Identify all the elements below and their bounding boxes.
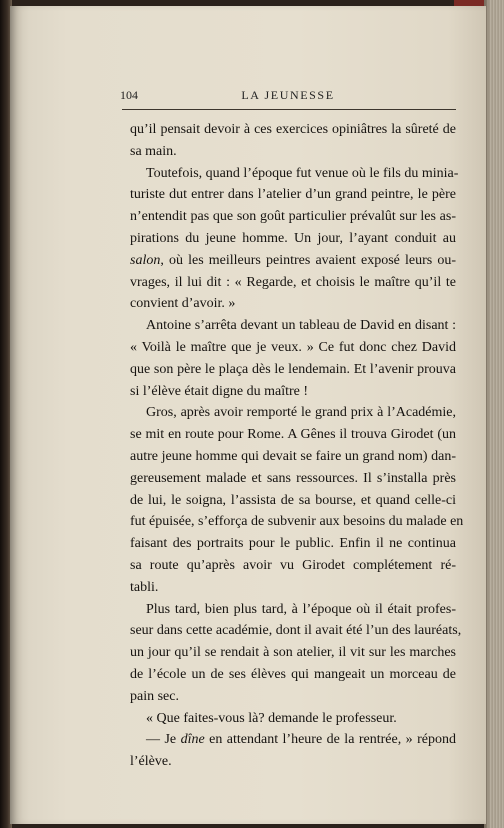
text-line: pain sec. (130, 688, 179, 704)
page-number: 104 (120, 88, 138, 102)
text-line: se mit en route pour Rome. A Gênes il trouva Girodet (un (130, 427, 456, 443)
text-line: de l’école un de ses élèves qui mangeait un morceau de (130, 666, 456, 682)
text-line: vrages, il lui dit : « Regarde, et choisis le maître qu’il te (130, 274, 456, 290)
text-line: Plus tard, bien plus tard, à l’époque où il était profes- (146, 601, 456, 617)
text-line: que son père le plaça dès le lendemain. Et l’avenir prouva (130, 361, 456, 377)
text-line: Antoine s’arrêta devant un tableau de David en disant : (146, 318, 456, 334)
text-line: de lui, le soigna, l’assista de sa bourse, et quand celle-ci (130, 492, 456, 508)
text-line: qu’il pensait devoir à ces exercices opiniâtres la sûreté de (130, 122, 456, 137)
page-edges (484, 0, 504, 828)
text-line: Toutefois, quand l’époque fut venue où le fils du minia- (146, 165, 459, 181)
text-line: si l’élève était digne du maître ! (130, 383, 309, 399)
text-line: l’élève. (130, 754, 172, 770)
text-line: salon, où les meilleurs peintres avaient exposé leurs ou- (130, 252, 456, 268)
text-line: seur dans cette académie, dont il avait été l’un des lauréats, (130, 623, 462, 639)
text-line: sa main. (130, 143, 177, 159)
text-line: « Que faites-vous là? demande le professeur. (146, 710, 397, 726)
text-line: pirations du jeune homme. Un jour, l’ayant conduit au (130, 230, 456, 246)
text-line: fut épuisée, s’efforça de subvenir aux besoins du malade en (130, 514, 464, 530)
page-header (120, 88, 456, 110)
italic-word: salon (130, 252, 161, 268)
text-line: autre jeune homme qui devait se faire un grand nom) dan- (130, 448, 456, 464)
running-title: LA JEUNESSE (241, 88, 335, 102)
text-line: « Voilà le maître que je veux. » Ce fut donc chez David (130, 339, 456, 355)
text-line: un jour qu’il se rendait à son atelier, il vit sur les marches (130, 645, 456, 661)
header-rule (122, 109, 456, 110)
text-line: Gros, après avoir remporté le grand prix à l’Académie, (146, 405, 456, 421)
body-text (130, 119, 464, 773)
text-line: n’entendit pas que son goût particulier prévalût sur les as- (130, 209, 456, 225)
text-line: convient d’avoir. » (130, 296, 236, 312)
text-line: turiste dut entrer dans l’atelier d’un grand peintre, le père (130, 187, 456, 203)
italic-word: dîne (180, 732, 205, 748)
text-line: — Je dîne en attendant l’heure de la rentrée, » répond (146, 732, 456, 748)
text-line: gereusement malade et sans ressources. Il s’installa près (130, 470, 456, 486)
text-line: sa route qu’après avoir vu Girodet complétement ré- (130, 557, 456, 573)
text-line: tabli. (130, 579, 159, 595)
text-line: faisant des portraits pour le public. Enfin il ne continua (130, 536, 456, 552)
